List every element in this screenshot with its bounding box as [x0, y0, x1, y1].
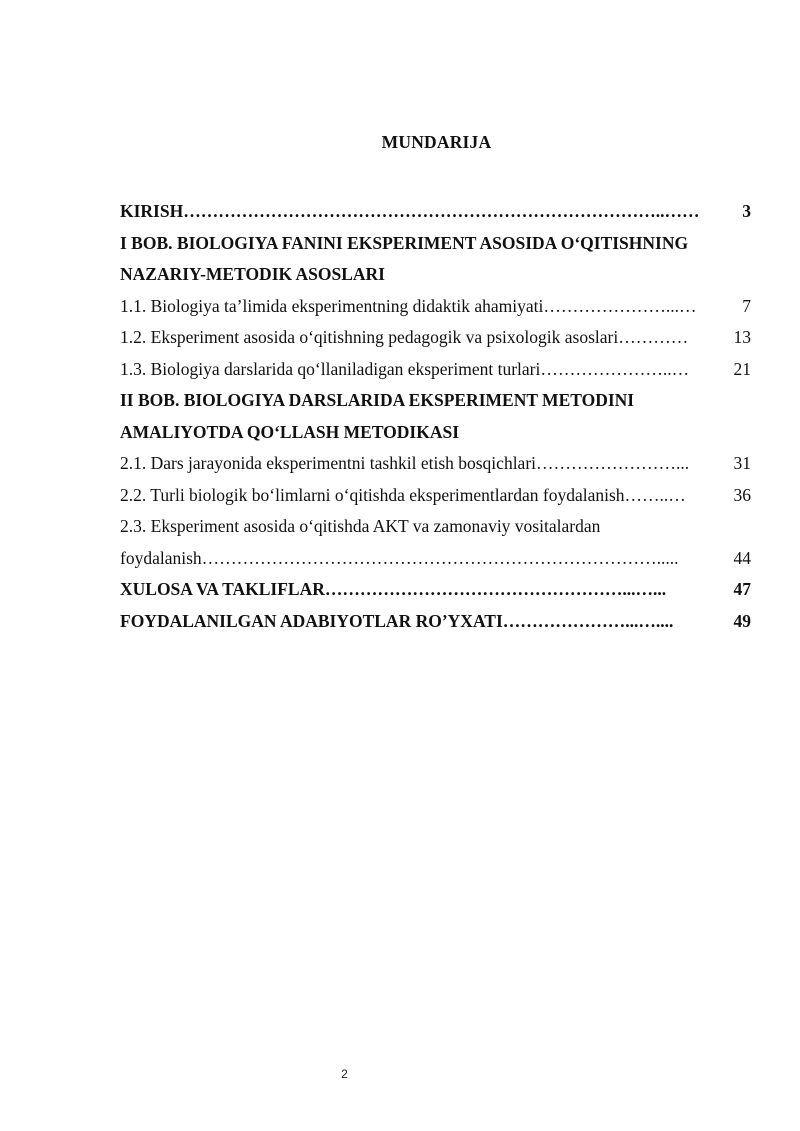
- toc-leader-dots: …………………...…: [543, 295, 697, 316]
- toc-entry-label: 1.1. Biologiya ta’limida eksperimentning didaktik ahamiyati: [120, 295, 544, 316]
- toc-page-number: 3: [742, 201, 751, 221]
- toc-entry-label: 1.2. Eksperiment asosida o‘qitishning pedagogik va psixologik asoslari: [120, 327, 619, 347]
- toc-entry-kirish[interactable]: [120, 196, 751, 228]
- toc-entry-label: 1.3. Biologiya darslarida qo‘llaniladigan eksperiment turlari: [120, 358, 541, 379]
- toc-entry-2-3-line2[interactable]: [120, 543, 751, 575]
- toc-leader-dots: ……………………...: [536, 453, 690, 473]
- toc-entry-1-2[interactable]: [120, 322, 751, 354]
- toc-page-number: 47: [733, 579, 751, 599]
- toc-entry-2-3-line1[interactable]: 2.3. Eksperiment asosida o‘qitishda AKT va zamonaviy vositalardan: [120, 516, 601, 536]
- toc-leader-dots: ……..…: [624, 484, 686, 505]
- toc-entry-xulosa[interactable]: [120, 574, 751, 606]
- toc-entry-1-3[interactable]: [120, 354, 751, 386]
- toc-entry-2-2[interactable]: [120, 480, 751, 512]
- toc-entry-1-1[interactable]: [120, 291, 751, 323]
- toc-chapter-2-title-line2[interactable]: AMALIYOTDA QO‘LLASH METODIKASI: [120, 421, 460, 442]
- toc-page-number: 31: [733, 453, 751, 473]
- toc-entry-label: 2.2. Turli biologik bo‘limlarni o‘qitishda eksperimentlardan foydalanish: [120, 484, 625, 505]
- toc-chapter-2-title-line1[interactable]: II BOB. BIOLOGIYA DARSLARIDA EKSPERIMENT METODINI: [120, 390, 635, 410]
- toc-entry-label: XULOSA VA TAKLIFLAR: [120, 579, 325, 599]
- toc-entry-adabiyotlar[interactable]: [120, 606, 751, 638]
- toc-entry-2-1[interactable]: [120, 448, 751, 480]
- toc-page-number: 13: [733, 327, 751, 347]
- toc-entry-label: 2.1. Dars jarayonida eksperimentni tashkil etish bosqichlari: [120, 453, 537, 473]
- page-number: 2: [341, 1067, 348, 1081]
- toc-chapter-1-title-line2[interactable]: NAZARIY-METODIK ASOSLARI: [120, 264, 385, 284]
- toc-leader-dots: …………………..…: [540, 358, 690, 379]
- toc-leader-dots: ………………………………………………………………………..……: [183, 201, 700, 221]
- toc-page-number: 7: [742, 295, 751, 316]
- toc-entry-label: foydalanish: [120, 547, 202, 568]
- toc-leader-dots: …………………………………………………………………….....: [201, 547, 679, 568]
- toc-page-number: 21: [733, 358, 751, 379]
- toc-entry-label: FOYDALANILGAN ADABIYOTLAR RO’YXATI: [120, 610, 503, 631]
- toc-leader-dots: …………: [618, 327, 689, 347]
- toc-leader-dots: ……………………………………………...…...: [324, 579, 667, 599]
- toc-page-number: 36: [733, 484, 751, 505]
- toc-title: MUNDARIJA: [381, 132, 492, 152]
- toc-page-number: 49: [733, 610, 751, 631]
- table-of-contents: [120, 196, 751, 637]
- toc-entry-label: KIRISH: [120, 201, 184, 221]
- toc-page-number: 44: [733, 547, 751, 568]
- toc-chapter-1-title-line1[interactable]: I BOB. BIOLOGIYA FANINI EKSPERIMENT ASOSIDA O‘QITISHNING: [120, 232, 689, 253]
- toc-leader-dots: …………………...…....: [502, 610, 674, 631]
